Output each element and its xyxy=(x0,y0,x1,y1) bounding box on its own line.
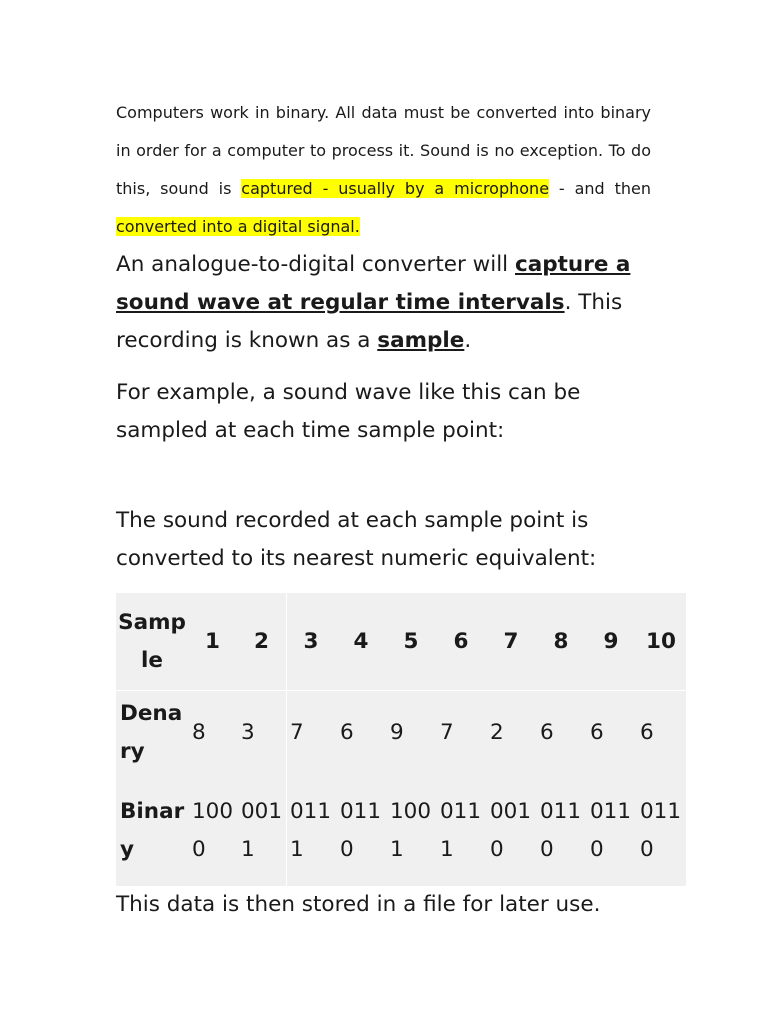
end-paragraph: This data is then stored in a file for later use. xyxy=(116,892,601,917)
adc-text-a: An analogue-to-digital converter will xyxy=(116,252,515,277)
sample-cell: 5 xyxy=(403,628,419,654)
intro-text-b: - and then xyxy=(549,179,651,198)
sample-table xyxy=(116,593,686,886)
binary-cell: 0110 xyxy=(590,799,632,862)
adc-paragraph xyxy=(116,246,651,360)
sample-cell: 8 xyxy=(553,628,569,654)
adc-text-c: . xyxy=(464,328,472,353)
binary-cell: 0010 xyxy=(490,799,532,862)
adc-text-b: . This recording is known as a xyxy=(116,290,623,353)
column-divider xyxy=(286,593,287,886)
denary-cell: 6 xyxy=(590,720,604,745)
intro-paragraph xyxy=(116,94,651,246)
binary-cell: 0111 xyxy=(290,799,332,862)
example-paragraph: For example, a sound wave like this can be sampled at each time sample point: xyxy=(116,380,581,443)
sample-cell: 10 xyxy=(646,628,676,654)
sample-cell: 1 xyxy=(205,628,220,654)
denary-cell: 6 xyxy=(640,720,654,745)
adc-bold-sample: sample xyxy=(377,328,465,353)
denary-cell: 7 xyxy=(440,720,454,745)
table-row-sample xyxy=(116,593,686,690)
table-row-binary xyxy=(116,776,686,886)
denary-cell: 7 xyxy=(290,720,304,745)
intro-text-a: Computers work in binary. All data must be converted into binary in order for a computer to process it. Sound is no exception. To do this, sound is xyxy=(116,103,651,198)
highlight-captured: captured - usually by a microphone xyxy=(241,179,550,198)
highlight-converted: converted into a digital signal. xyxy=(116,217,360,236)
recorded-paragraph: The sound recorded at each sample point is converted to its nearest numeric equivalent: xyxy=(116,508,597,571)
denary-cell: 9 xyxy=(390,720,404,745)
binary-cell: 0110 xyxy=(640,799,682,862)
denary-cell: 2 xyxy=(490,720,504,745)
denary-cell: 6 xyxy=(340,720,354,745)
sample-cell: 2 xyxy=(254,628,269,654)
adc-bold-capture: capture a sound wave at regular time intervals xyxy=(116,252,631,315)
denary-cell: 6 xyxy=(540,720,554,745)
binary-cell: 0011 xyxy=(241,799,283,862)
row-label-denary: Denary xyxy=(120,701,183,764)
row-label-sample: Sample xyxy=(118,609,186,673)
sample-cell: 6 xyxy=(453,628,469,654)
sample-cell: 9 xyxy=(603,628,619,654)
denary-cell: 3 xyxy=(241,720,255,745)
table-row-denary xyxy=(116,690,686,776)
denary-cell: 8 xyxy=(192,720,206,745)
document-body xyxy=(116,94,682,924)
row-label-binary: Binary xyxy=(120,799,185,862)
sample-cell: 7 xyxy=(503,628,519,654)
binary-cell: 0110 xyxy=(340,799,382,862)
sample-cell: 3 xyxy=(303,628,319,654)
binary-cell: 0111 xyxy=(440,799,482,862)
sample-cell: 4 xyxy=(353,628,369,654)
binary-cell: 0110 xyxy=(540,799,582,862)
binary-cell: 1000 xyxy=(192,799,234,862)
row-divider xyxy=(116,690,686,691)
binary-cell: 1001 xyxy=(390,799,432,862)
